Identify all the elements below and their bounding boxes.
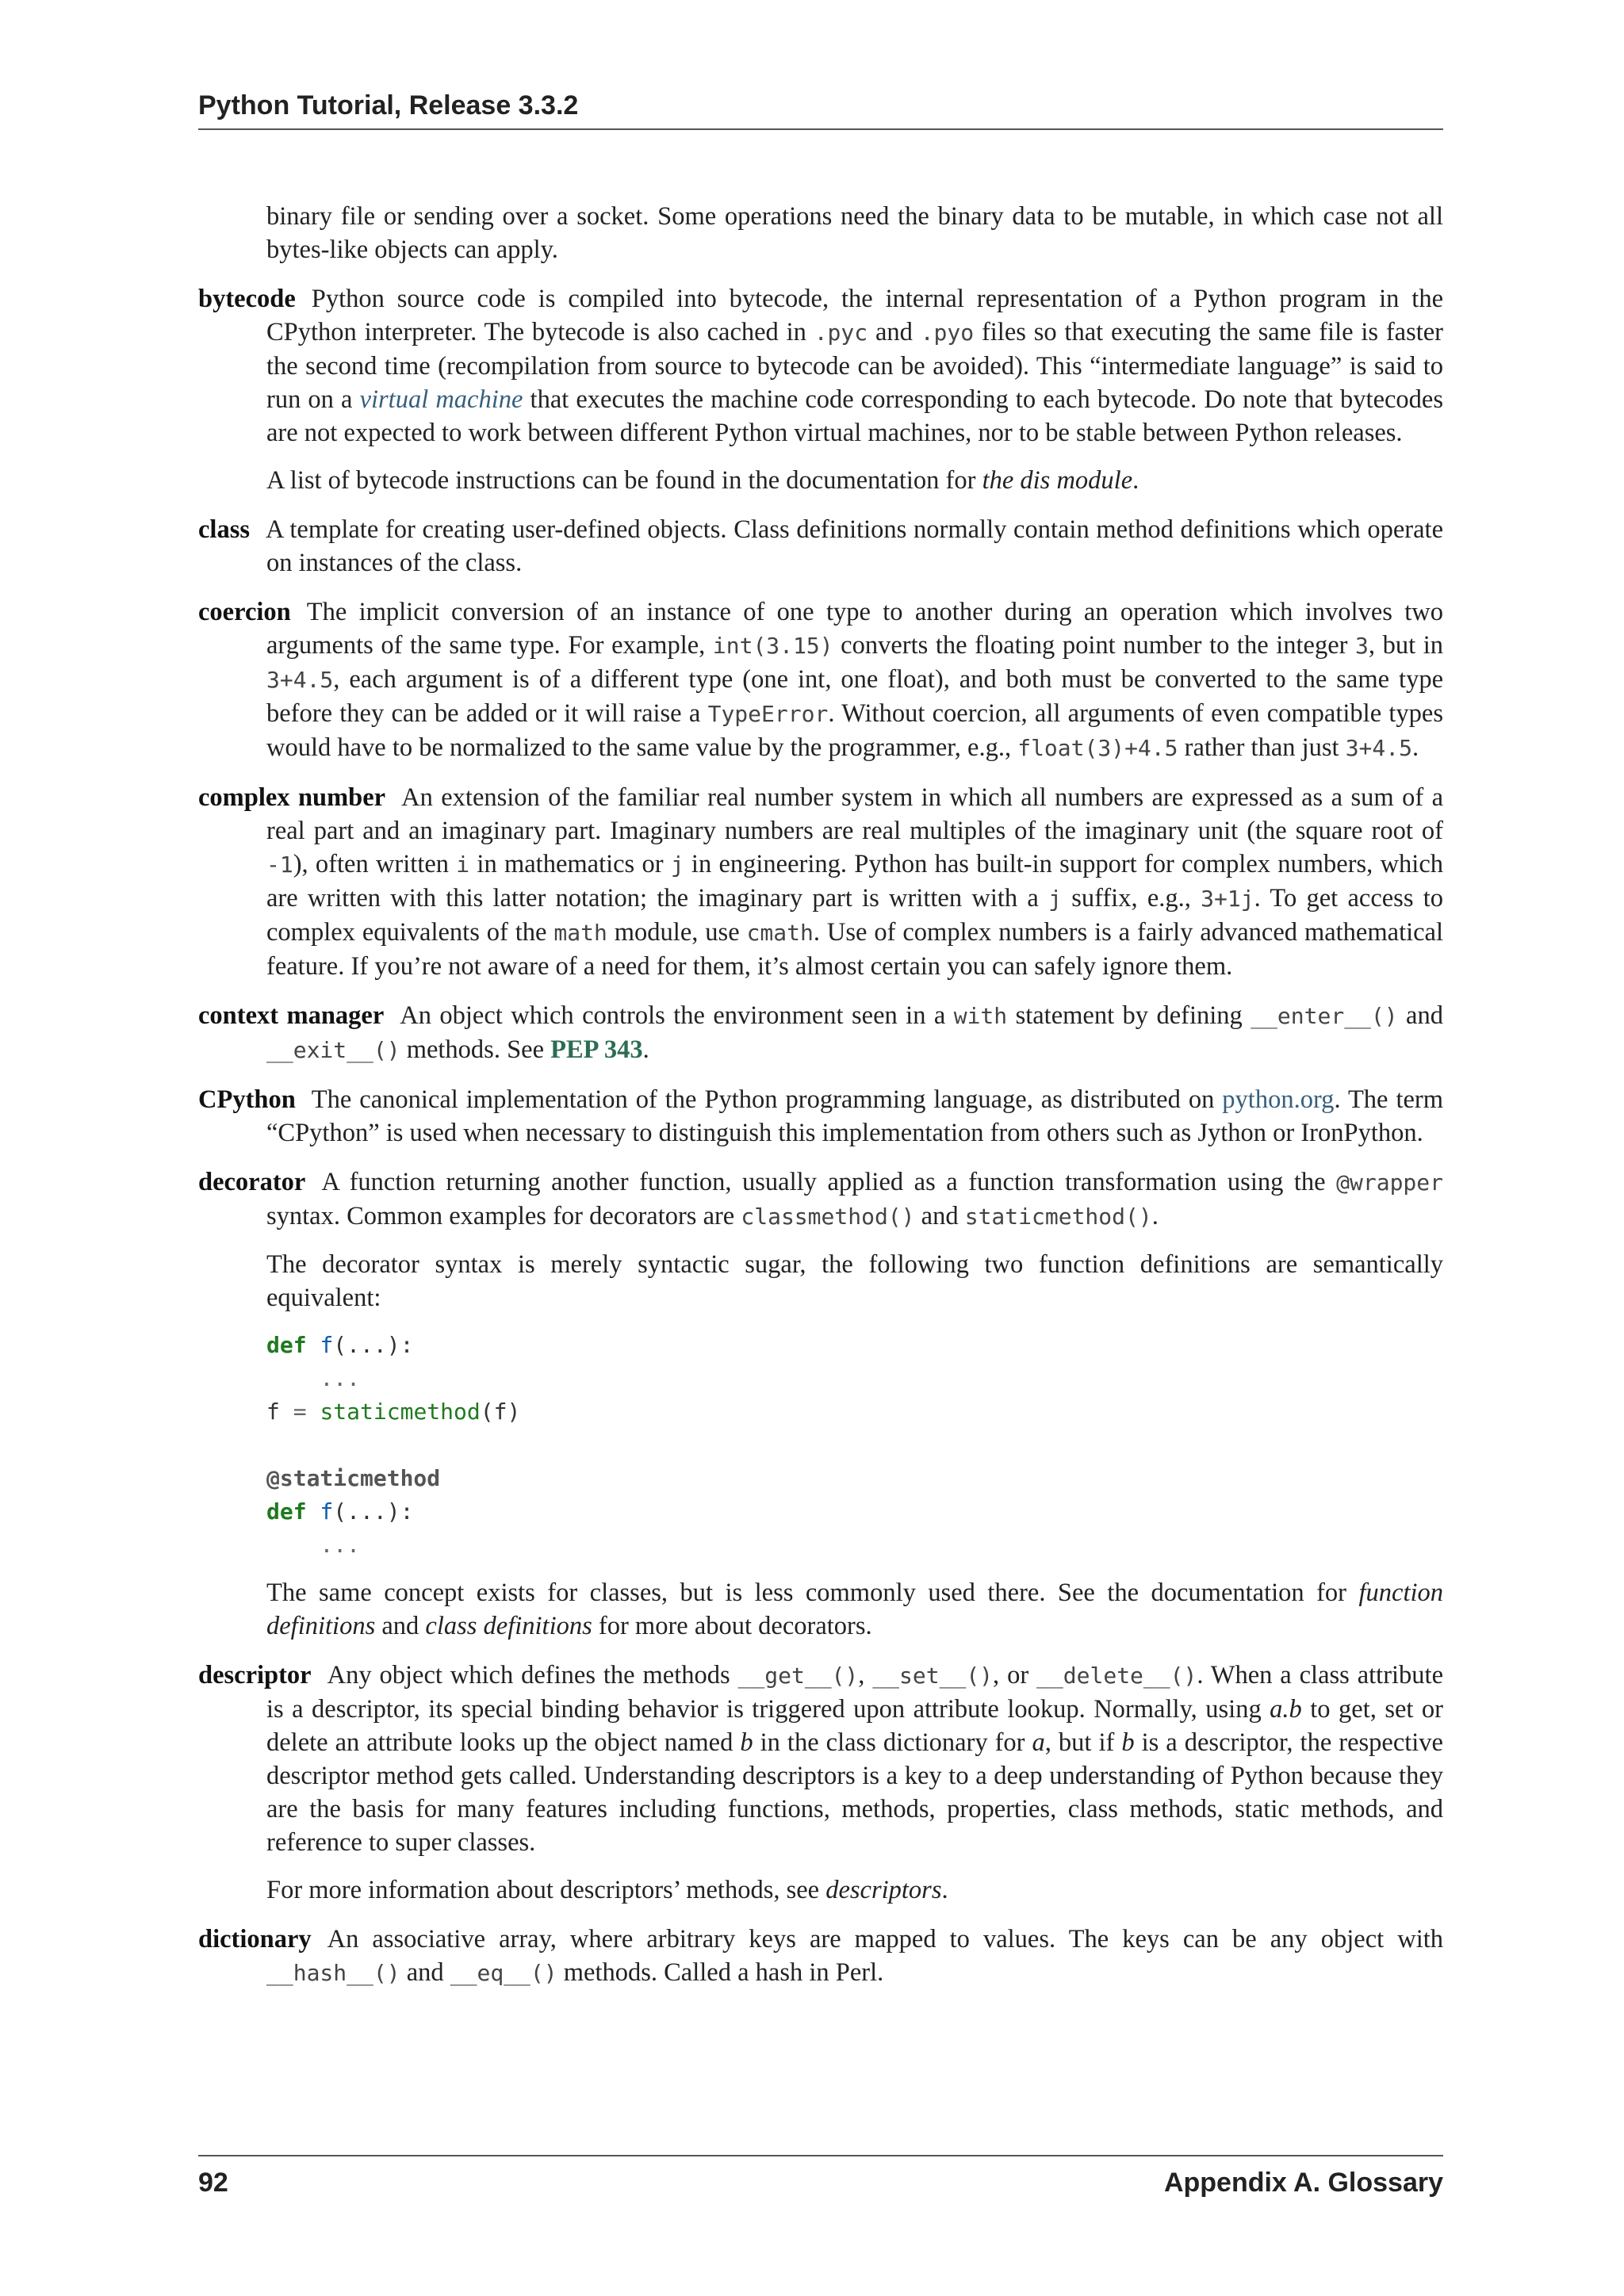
- glossary-entry-bytecode: [198, 282, 1443, 497]
- text: An extension of the familiar real number system in which all numbers are expressed as a sum of a real part and an imaginary part. Imaginary numbers are real multiples of the imaginary unit (the square root of: [266, 783, 1443, 845]
- text: statement by defining: [1007, 1001, 1251, 1030]
- link-pep-343[interactable]: PEP 343: [550, 1035, 643, 1064]
- term-class: class: [198, 515, 250, 544]
- code-literal: 3: [1355, 633, 1369, 659]
- secondary-paragraph: [266, 1873, 1443, 1907]
- definition-paragraph: [198, 595, 1443, 765]
- code-function-name: f: [320, 1498, 334, 1525]
- term-context-manager: context manager: [198, 1001, 385, 1030]
- emphasis: a.b: [1270, 1695, 1302, 1724]
- term-coercion: coercion: [198, 598, 291, 626]
- code-literal: int(3.15): [712, 633, 833, 659]
- text: to get, set or delete an attribute looks up the object named: [266, 1695, 1443, 1757]
- code-text: (f): [480, 1399, 521, 1425]
- code-block: [266, 1329, 1443, 1562]
- term-descriptor: descriptor: [198, 1661, 312, 1689]
- text: module, use: [607, 918, 747, 947]
- text: A function returning another function, usually applied as a function transformation using the: [321, 1168, 1337, 1196]
- glossary-entry-coercion: [198, 595, 1443, 765]
- definition-paragraph: [198, 1923, 1443, 1990]
- emphasis: a: [1032, 1728, 1045, 1757]
- code-literal: 3+4.5: [1345, 735, 1412, 761]
- text: and: [375, 1612, 426, 1640]
- running-footer: [198, 2155, 1443, 2199]
- document-page: [198, 0, 1443, 2296]
- definition-paragraph: [198, 1083, 1443, 1150]
- text: methods. Called a hash in Perl.: [557, 1958, 884, 1987]
- glossary-entry-cpython: [198, 1083, 1443, 1150]
- glossary-entry-complex-number: [198, 781, 1443, 983]
- definition-paragraph: [198, 999, 1443, 1067]
- text: An associative array, where arbitrary keys are mapped to values. The keys can be any object with: [327, 1925, 1443, 1954]
- code-ellipsis: ...: [320, 1365, 361, 1391]
- term-complex-number: complex number: [198, 783, 386, 812]
- glossary-entry-dictionary: [198, 1923, 1443, 1990]
- text: in the class dictionary for: [753, 1728, 1032, 1757]
- text: The canonical implementation of the Python programming language, as distributed on: [311, 1085, 1223, 1114]
- code-literal: staticmethod(): [964, 1203, 1152, 1230]
- secondary-paragraph: [266, 1576, 1443, 1643]
- code-builtin: staticmethod: [320, 1399, 481, 1425]
- code-text: (...):: [333, 1498, 414, 1525]
- code-literal: TypeError: [707, 701, 829, 727]
- code-literal: .pyc: [814, 320, 868, 346]
- term-dictionary: dictionary: [198, 1925, 312, 1954]
- code-literal: __set__(): [872, 1663, 994, 1689]
- text: ), often written: [293, 850, 457, 878]
- definition-paragraph: [198, 1165, 1443, 1234]
- text: , but if: [1044, 1728, 1122, 1757]
- text: .: [642, 1035, 649, 1064]
- page-number: 92: [198, 2168, 228, 2198]
- text: Python source code is compiled into bytecode, the internal representation of a Python program in the CPython interpreter. The bytecode is also cached in: [266, 285, 1443, 346]
- text: . Use of complex numbers is a fairly advanced mathematical feature. If you’re not aware of a need for them, it’s almost certain you can safely ignore them.: [266, 918, 1444, 981]
- text: , or: [993, 1661, 1037, 1689]
- code-literal: classmethod(): [741, 1203, 915, 1230]
- code-literal: __enter__(): [1251, 1003, 1398, 1029]
- code-literal: __eq__(): [450, 1960, 557, 1986]
- term-cpython: CPython: [198, 1085, 296, 1114]
- text: suffix, e.g.,: [1061, 884, 1201, 913]
- text: . To get access to complex equivalents of the: [266, 884, 1444, 947]
- glossary-entry-context-manager: [198, 999, 1443, 1067]
- glossary-entry-descriptor: [198, 1659, 1443, 1907]
- code-literal: __get__(): [737, 1663, 859, 1689]
- code-literal: .pyo: [920, 320, 975, 346]
- link-virtual-machine[interactable]: virtual machine: [359, 385, 523, 414]
- code-keyword: def: [266, 1332, 307, 1358]
- text: methods. See: [400, 1035, 551, 1064]
- text: For more information about descriptors’ methods, see: [266, 1876, 826, 1904]
- text: . When a class attribute is a descriptor, its special binding behavior is triggered upon attribute lookup. Normally, using: [266, 1661, 1444, 1724]
- running-header: [198, 89, 1443, 130]
- code-literal: __hash__(): [266, 1960, 400, 1986]
- text: Any object which defines the methods: [327, 1661, 738, 1689]
- text: and: [400, 1958, 450, 1987]
- code-decorator: @staticmethod: [266, 1465, 441, 1491]
- code-literal: with: [953, 1003, 1008, 1029]
- code-keyword: def: [266, 1498, 307, 1525]
- glossary-entry-class: [198, 513, 1443, 580]
- code-literal: j: [670, 851, 684, 878]
- text: and: [868, 318, 921, 346]
- text: A template for creating user-defined objects. Class definitions normally contain method definitions which operate on instances of the class.: [266, 515, 1443, 577]
- definition-paragraph: [198, 282, 1443, 450]
- text: .: [1412, 733, 1419, 762]
- code-literal: @wrapper: [1336, 1169, 1443, 1196]
- definition-paragraph: [198, 781, 1443, 983]
- glossary-body: [198, 200, 1443, 2006]
- term-bytecode: bytecode: [198, 285, 296, 313]
- secondary-paragraph: The decorator syntax is merely syntactic sugar, the following two function definitions are semantically equivalent:: [266, 1250, 1443, 1312]
- continued-paragraph: binary file or sending over a socket. Some operations need the binary data to be mutable, in which case not all bytes-like objects can apply.: [266, 202, 1443, 264]
- text: .: [941, 1876, 948, 1904]
- text: in mathematics or: [469, 850, 671, 878]
- code-literal: j: [1048, 886, 1062, 912]
- code-literal: __exit__(): [266, 1037, 400, 1063]
- code-operator: =: [293, 1399, 307, 1425]
- text: converts the floating point number to the integer: [833, 631, 1356, 660]
- text: . Without coercion, all arguments of even compatible types would have to be normalized to the same value by the programmer, e.g.,: [266, 699, 1443, 762]
- glossary-entry-decorator: [198, 1165, 1443, 1643]
- header-title: Python Tutorial, Release 3.3.2: [198, 90, 579, 121]
- code-literal: math: [553, 920, 607, 946]
- emphasis: b: [1121, 1728, 1135, 1757]
- text: A list of bytecode instructions can be found in the documentation for: [266, 466, 982, 495]
- link-class-definitions[interactable]: class definitions: [425, 1612, 592, 1640]
- code-literal: cmath: [746, 920, 814, 946]
- code-literal: 3+4.5: [266, 667, 334, 693]
- term-decorator: decorator: [198, 1168, 306, 1196]
- code-literal: i: [456, 851, 470, 878]
- text: syntax. Common examples for decorators are: [266, 1202, 741, 1230]
- text: files so that executing the same file is faster the second time (recompilation from source to bytecode can be avoided). This “intermediate language” is said to run on a: [266, 318, 1444, 414]
- text: that executes the machine code corresponding to each bytecode. Do note that bytecodes are not expected to work between different Python virtual machines, nor to be stable between Python releases.: [266, 385, 1444, 447]
- text: . The term “CPython” is used when necessary to distinguish this implementation from others such as Jython or IronPython.: [266, 1085, 1443, 1147]
- text: for more about decorators.: [592, 1612, 872, 1640]
- emphasis: b: [740, 1728, 753, 1757]
- code-literal: __delete__(): [1036, 1663, 1197, 1689]
- code-function-name: f: [320, 1332, 334, 1358]
- text: and: [914, 1202, 965, 1230]
- text: is a descriptor, the respective descriptor method gets called. Understanding descriptors is a key to a deep understanding of Python because they are the basis for many features including functions, methods, properties, class methods, static methods, and reference to super classes.: [266, 1728, 1443, 1857]
- text: .: [1151, 1202, 1159, 1230]
- link-function-definitions[interactable]: function definitions: [266, 1578, 1443, 1640]
- text: .: [1132, 466, 1139, 495]
- code-ellipsis: ...: [320, 1532, 361, 1558]
- code-literal: 3+1j: [1201, 886, 1254, 912]
- definition-paragraph: [198, 513, 1443, 580]
- link-descriptors[interactable]: descriptors: [825, 1876, 942, 1904]
- text: , but in: [1368, 631, 1443, 660]
- text: ,: [858, 1661, 873, 1689]
- code-text: (...):: [333, 1332, 414, 1358]
- text: in engineering. Python has built-in support for complex numbers, which are written with this latter notation; the imaginary part is written with a: [266, 850, 1443, 913]
- text: The same concept exists for classes, but is less commonly used there. See the documentation for: [266, 1578, 1359, 1607]
- text: and: [1397, 1001, 1443, 1030]
- code-text: f: [266, 1399, 280, 1425]
- secondary-paragraph: [266, 464, 1443, 497]
- text: An object which controls the environment seen in a: [400, 1001, 954, 1030]
- text: rather than just: [1178, 733, 1346, 762]
- code-literal: float(3)+4.5: [1017, 735, 1178, 761]
- definition-paragraph: [198, 1659, 1443, 1859]
- link-dis-module[interactable]: the dis module: [982, 466, 1133, 495]
- text: The implicit conversion of an instance of one type to another during an operation which involves two arguments of the same type. For example,: [266, 598, 1443, 660]
- text: , each argument is of a different type (one int, one float), and both must be converted to the same type before they can be added or it will raise a: [266, 665, 1443, 728]
- link-python-org[interactable]: python.org: [1222, 1085, 1335, 1114]
- chapter-title: Appendix A. Glossary: [1163, 2168, 1443, 2198]
- code-literal: -1: [266, 851, 293, 878]
